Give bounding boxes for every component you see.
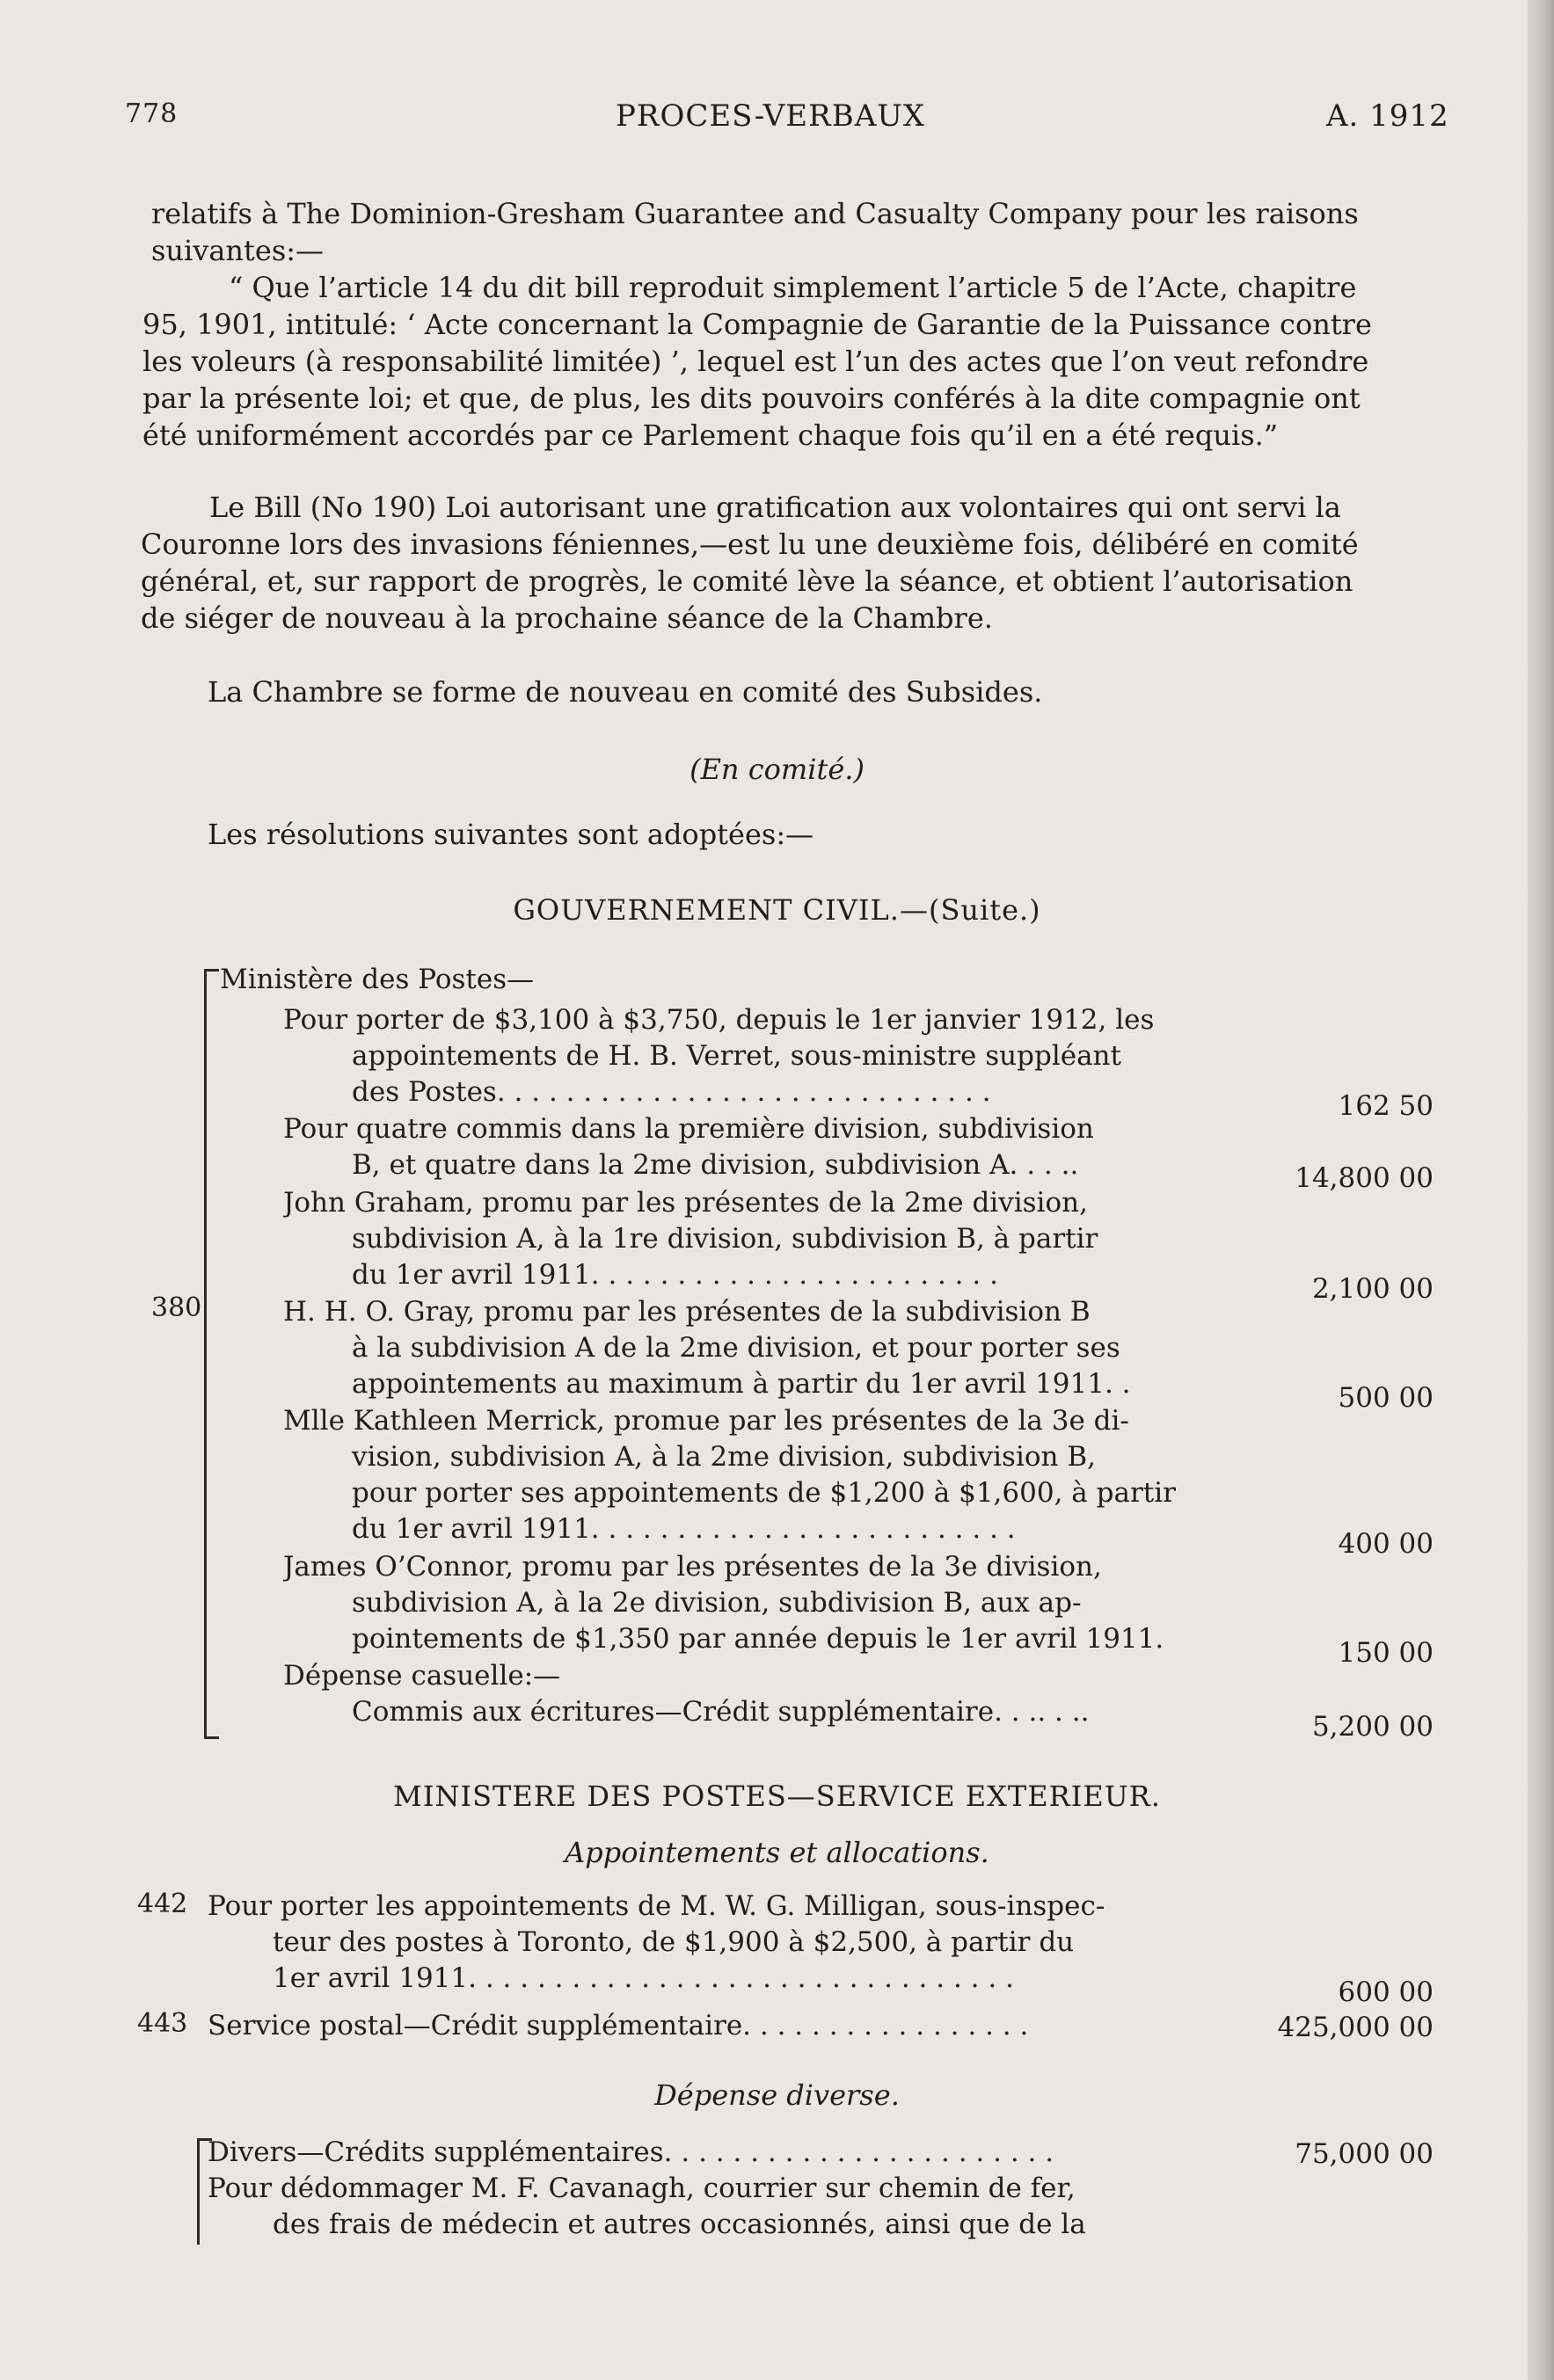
entry-line: des frais de médecin et autres occasionnés, ainsi que de la [273, 2209, 1086, 2240]
entry-line: Dépense casuelle:— [283, 1660, 561, 1692]
entry-line: Pour porter de $3,100 à $3,750, depuis le 1er janvier 1912, les [283, 1004, 1155, 1036]
entry-line: subdivision A, à la 2e division, subdivision B, aux ap- [352, 1587, 1082, 1619]
amount: 5,200 00 [1311, 1711, 1434, 1743]
amount: 2,100 00 [1311, 1273, 1434, 1305]
bill-line: Le Bill (No 190) Loi autorisant une gratification aux volontaires qui ont servi la [209, 491, 1341, 524]
section-subtitle: Dépense diverse. [654, 2078, 900, 2112]
amount: 600 00 [1338, 1976, 1434, 2008]
list-item [208, 2008, 1228, 2044]
entry-line: du 1er avril 1911. . . . . . . . . . . . . . . . . . . . . . . . . [352, 1513, 1016, 1545]
intro-line: suivantes:— [151, 234, 325, 267]
amount: 500 00 [1338, 1382, 1434, 1414]
entry-line: Pour dédommager M. F. Cavanagh, courrier sur chemin de fer, [208, 2173, 1076, 2204]
list-item [208, 2135, 1228, 2243]
amount: 162 50 [1338, 1090, 1434, 1122]
entry-line: Pour porter les appointements de M. W. G. Milligan, sous-inspec- [208, 1890, 1105, 1922]
list-item [283, 1294, 1242, 1402]
vote-number: 380 [151, 1292, 202, 1323]
amount: 425,000 00 [1277, 2012, 1434, 2043]
entry-line: vision, subdivision A, à la 2me division, subdivision B, [352, 1441, 1096, 1473]
intro-line: relatifs à The Dominion-Gresham Guarantee and Casualty Company pour les raisons [151, 197, 1359, 230]
bill-line: général, et, sur rapport de progrès, le comité lève la séance, et obtient l’autorisation [141, 564, 1353, 598]
amount: 14,800 00 [1295, 1162, 1434, 1194]
entry-line: Pour quatre commis dans la première division, subdivision [283, 1113, 1094, 1145]
brace [204, 969, 219, 1739]
entry-line: 1er avril 1911. . . . . . . . . . . . . . . . . . . . . . . . . . . . . . . . [273, 1962, 1014, 1994]
intro-line: été uniformément accordés par ce Parlement chaque fois qu’il en a été requis.” [142, 419, 1279, 452]
en-comite: (En comité.) [689, 753, 865, 786]
section-title-service-exterieur: MINISTERE DES POSTES—SERVICE EXTERIEUR. [393, 1780, 1161, 1813]
bill-paragraph [132, 489, 1442, 637]
bill-line: Couronne lors des invasions féniennes,—est lu une deuxième fois, délibéré en comité [141, 528, 1359, 561]
entry-line: teur des postes à Toronto, de $1,900 à $2,500, à partir du [273, 1926, 1075, 1958]
list-item [208, 1889, 1228, 1997]
entry-line: subdivision A, à la 1re division, subdivision B, à partir [352, 1223, 1098, 1255]
entry-line: John Graham, promu par les présentes de la 2me division, [283, 1187, 1088, 1219]
list-item [283, 1185, 1242, 1293]
entry-line: des Postes. . . . . . . . . . . . . . . . . . . . . . . . . . . . . [352, 1076, 991, 1108]
intro-line: par la présente loi; et que, de plus, les dits pouvoirs conférés à la dite compagnie ont [142, 382, 1361, 415]
list-item [283, 1549, 1242, 1657]
list-item [220, 962, 1178, 998]
amount: 400 00 [1338, 1528, 1434, 1560]
page-header [0, 98, 1554, 141]
page-title: PROCES-VERBAUX [616, 98, 926, 134]
entry-line: pour porter ses appointements de $1,200 à $1,600, à partir [352, 1477, 1176, 1509]
list-item [283, 1658, 1242, 1730]
item-number: 443 [137, 2008, 188, 2039]
intro-paragraph [132, 195, 1442, 454]
list-item [283, 1403, 1242, 1547]
entry-line: Ministère des Postes— [220, 964, 535, 995]
entry-line: pointements de $1,350 par année depuis le 1er avril 1911. [352, 1623, 1164, 1655]
list-item [283, 1111, 1242, 1183]
item-number: 442 [137, 1889, 188, 1919]
entry-line: Mlle Kathleen Merrick, promue par les présentes de la 3e di- [283, 1405, 1129, 1437]
entry-line: appointements au maximum à partir du 1er avril 1911. . [352, 1368, 1131, 1400]
entry-line: à la subdivision A de la 2me division, et pour porter ses [352, 1332, 1120, 1364]
entry-line: James O’Connor, promu par les présentes de la 3e division, [283, 1551, 1102, 1583]
entry-line: du 1er avril 1911. . . . . . . . . . . . . . . . . . . . . . . . [352, 1259, 998, 1291]
intro-line: “ Que l’article 14 du dit bill reproduit simplement l’article 5 de l’Acte, chapitre [229, 271, 1357, 304]
resolutions-line: Les résolutions suivantes sont adoptées:— [208, 818, 814, 851]
page-number: 778 [125, 98, 179, 129]
section-subtitle: Appointements et allocations. [565, 1836, 989, 1869]
entry-line: B, et quatre dans la 2me division, subdivision A. . . .. [352, 1149, 1079, 1181]
entry-line: Service postal—Crédit supplémentaire. . . . . . . . . . . . . . . . . [208, 2010, 1029, 2042]
session-year: A. 1912 [1326, 98, 1449, 134]
bill-line: de siéger de nouveau à la prochaine séance de la Chambre. [141, 601, 993, 635]
entry-line: Commis aux écritures—Crédit supplémentaire. . .. . .. [352, 1696, 1090, 1728]
entry-line: Divers—Crédits supplémentaires. . . . . . . . . . . . . . . . . . . . . . . [208, 2136, 1054, 2168]
intro-line: 95, 1901, intitulé: ‘ Acte concernant la Compagnie de Garantie de la Puissance contre [142, 308, 1372, 341]
section-title-gouvernement-civil: GOUVERNEMENT CIVIL.—(Suite.) [513, 893, 1041, 927]
amount: 75,000 00 [1295, 2138, 1434, 2170]
list-item [283, 1002, 1242, 1110]
chamber-line: La Chambre se forme de nouveau en comité des Subsides. [208, 675, 1043, 709]
amount: 150 00 [1338, 1637, 1434, 1669]
page-edge [1528, 0, 1554, 2380]
entry-line: H. H. O. Gray, promu par les présentes de la subdivision B [283, 1296, 1091, 1328]
entry-line: appointements de H. B. Verret, sous-ministre suppléant [352, 1040, 1121, 1072]
intro-line: les voleurs (à responsabilité limitée) ’, lequel est l’un des actes que l’on veut refondre [142, 345, 1369, 378]
